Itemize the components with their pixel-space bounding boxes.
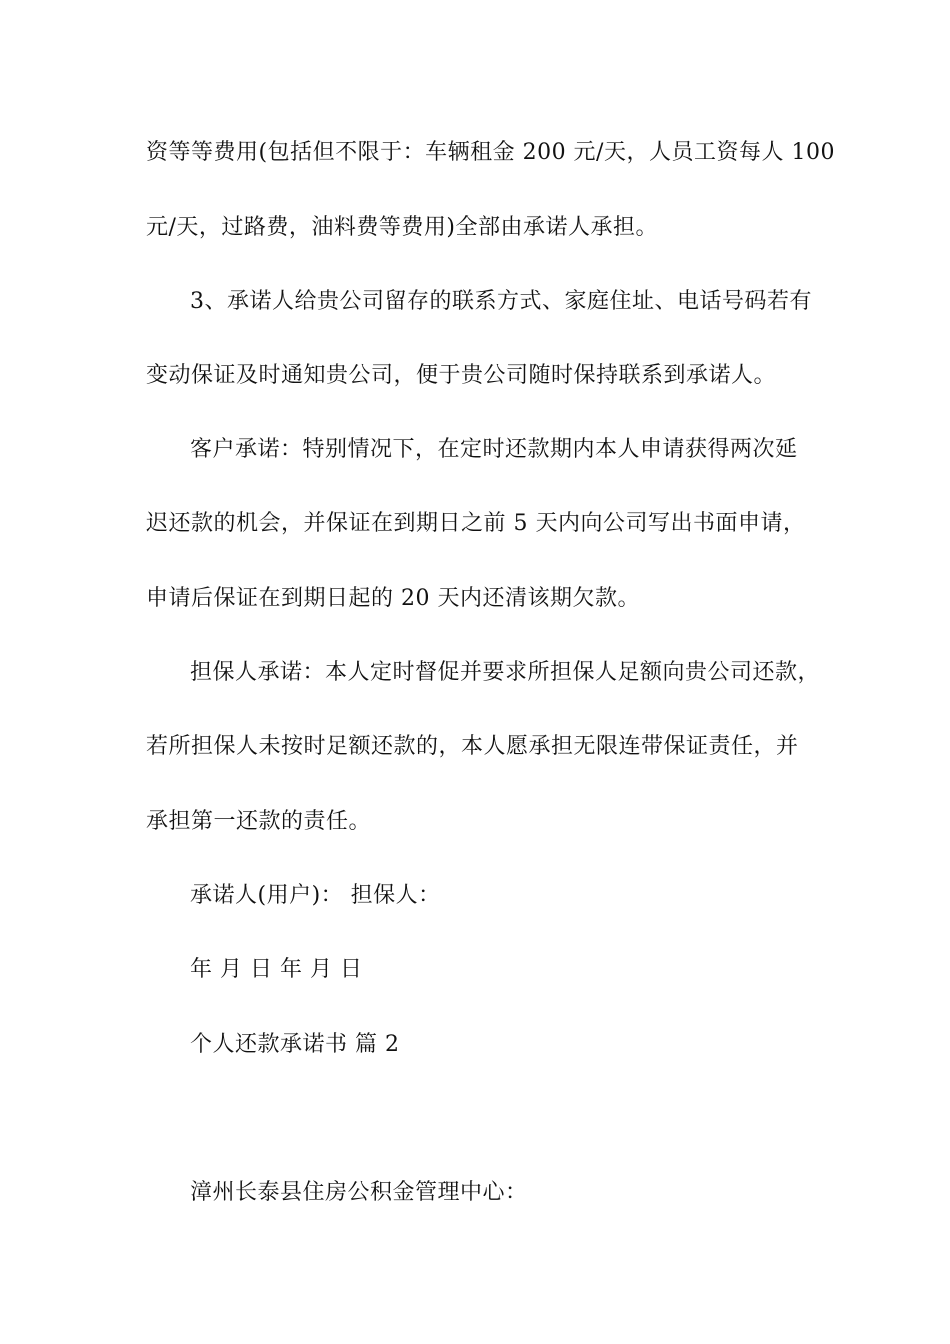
paragraph-line: 若所担保人未按时足额还款的，本人愿承担无限连带保证责任，并: [146, 734, 799, 759]
paragraph-line: 元/天，过路费，油料费等费用)全部由承诺人承担。: [146, 215, 658, 240]
addressee-line: 漳州长泰县住房公积金管理中心：: [190, 1180, 528, 1205]
paragraph-line: 承担第一还款的责任。: [146, 809, 372, 834]
paragraph-line: 资等等费用(包括但不限于：车辆租金 200 元/天，人员工资每人 100: [146, 140, 835, 165]
signature-line: 承诺人(用户)： 担保人：: [190, 883, 441, 908]
paragraph-line: 迟还款的机会，并保证在到期日之前 5 天内向公司写出书面申请，: [146, 511, 806, 536]
paragraph-line: 3、承诺人给贵公司留存的联系方式、家庭住址、电话号码若有: [190, 289, 812, 314]
paragraph-line: 客户承诺：特别情况下，在定时还款期内本人申请获得两次延: [190, 437, 798, 462]
paragraph-line: 担保人承诺：本人定时督促并要求所担保人足额向贵公司还款，: [190, 660, 821, 685]
section-heading: 个人还款承诺书 篇 2: [190, 1032, 400, 1057]
paragraph-line: 变动保证及时通知贵公司，便于贵公司随时保持联系到承诺人。: [146, 363, 777, 388]
date-line: 年 月 日 年 月 日: [190, 957, 363, 982]
paragraph-line: 申请后保证在到期日起的 20 天内还清该期欠款。: [146, 586, 640, 611]
